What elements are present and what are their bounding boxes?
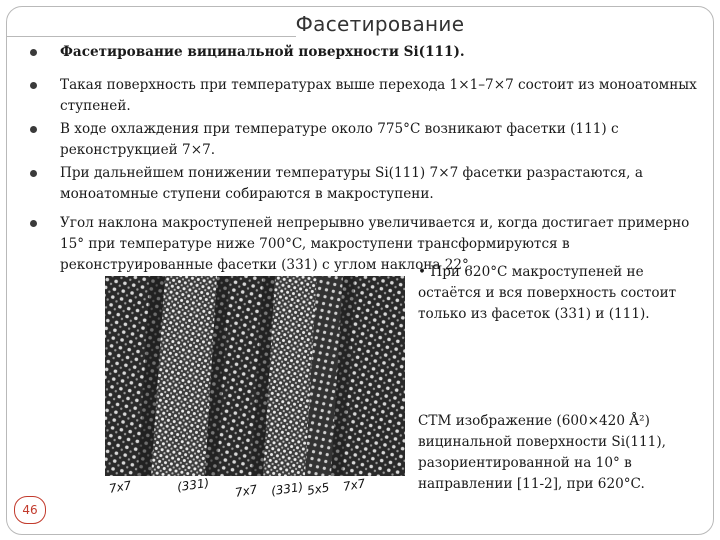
slide-title: Фасетирование <box>295 12 465 36</box>
bullet-dot-icon <box>30 126 37 133</box>
stm-image-labels <box>105 476 405 502</box>
bullet-text: Фасетирование вицинальной поверхности Si(111). <box>60 44 465 60</box>
bullet-list <box>30 42 700 276</box>
bullet-dot-icon <box>30 170 37 177</box>
bullet-item <box>30 163 700 205</box>
region-label: 5x5 <box>305 480 331 498</box>
bullet-text: Такая поверхность при температурах выше перехода 1×1–7×7 состоит из моноатомных ступеней. <box>60 77 697 114</box>
region-label: (331) <box>176 475 211 495</box>
stm-image <box>105 276 405 476</box>
bullet-item <box>30 119 700 161</box>
title-divider <box>6 36 296 37</box>
bullet-text: Угол наклона макроступеней непрерывно увеличивается и, когда достигает примерно 15° при температуре ниже 700°C, макроступени трансформируются в реконструированные фасетки (331) с углом наклона 22°. <box>60 215 690 273</box>
bullet-item <box>30 75 700 117</box>
region-label: 7x7 <box>341 476 367 494</box>
region-label: 7x7 <box>107 478 133 496</box>
region-label: 7x7 <box>233 482 259 500</box>
region-label: (331) <box>270 479 305 499</box>
bullet-dot-icon <box>30 82 37 89</box>
image-caption: СТМ изображение (600×420 Å²) вицинальной поверхности Si(111), разориентированной на 10° в направлении [11-2], при 620°C. <box>418 413 666 492</box>
bullet-text: При дальнейшем понижении температуры Si(111) 7×7 фасетки разрастаются, а моноатомные ступени собираются в макроступени. <box>60 165 643 202</box>
stm-image-graphic <box>105 276 405 476</box>
bullet-item <box>30 42 700 63</box>
side-note: • При 620°C макроступеней не остаётся и вся поверхность состоит только из фасеток (331) и (111). <box>418 264 677 322</box>
page-number: 46 <box>14 496 46 524</box>
bullet-dot-icon <box>30 220 37 227</box>
bullet-dot-icon <box>30 49 37 56</box>
bullet-text: В ходе охлаждения при температуре около 775°C возникают фасетки (111) с реконструкцией 7×7. <box>60 121 619 158</box>
